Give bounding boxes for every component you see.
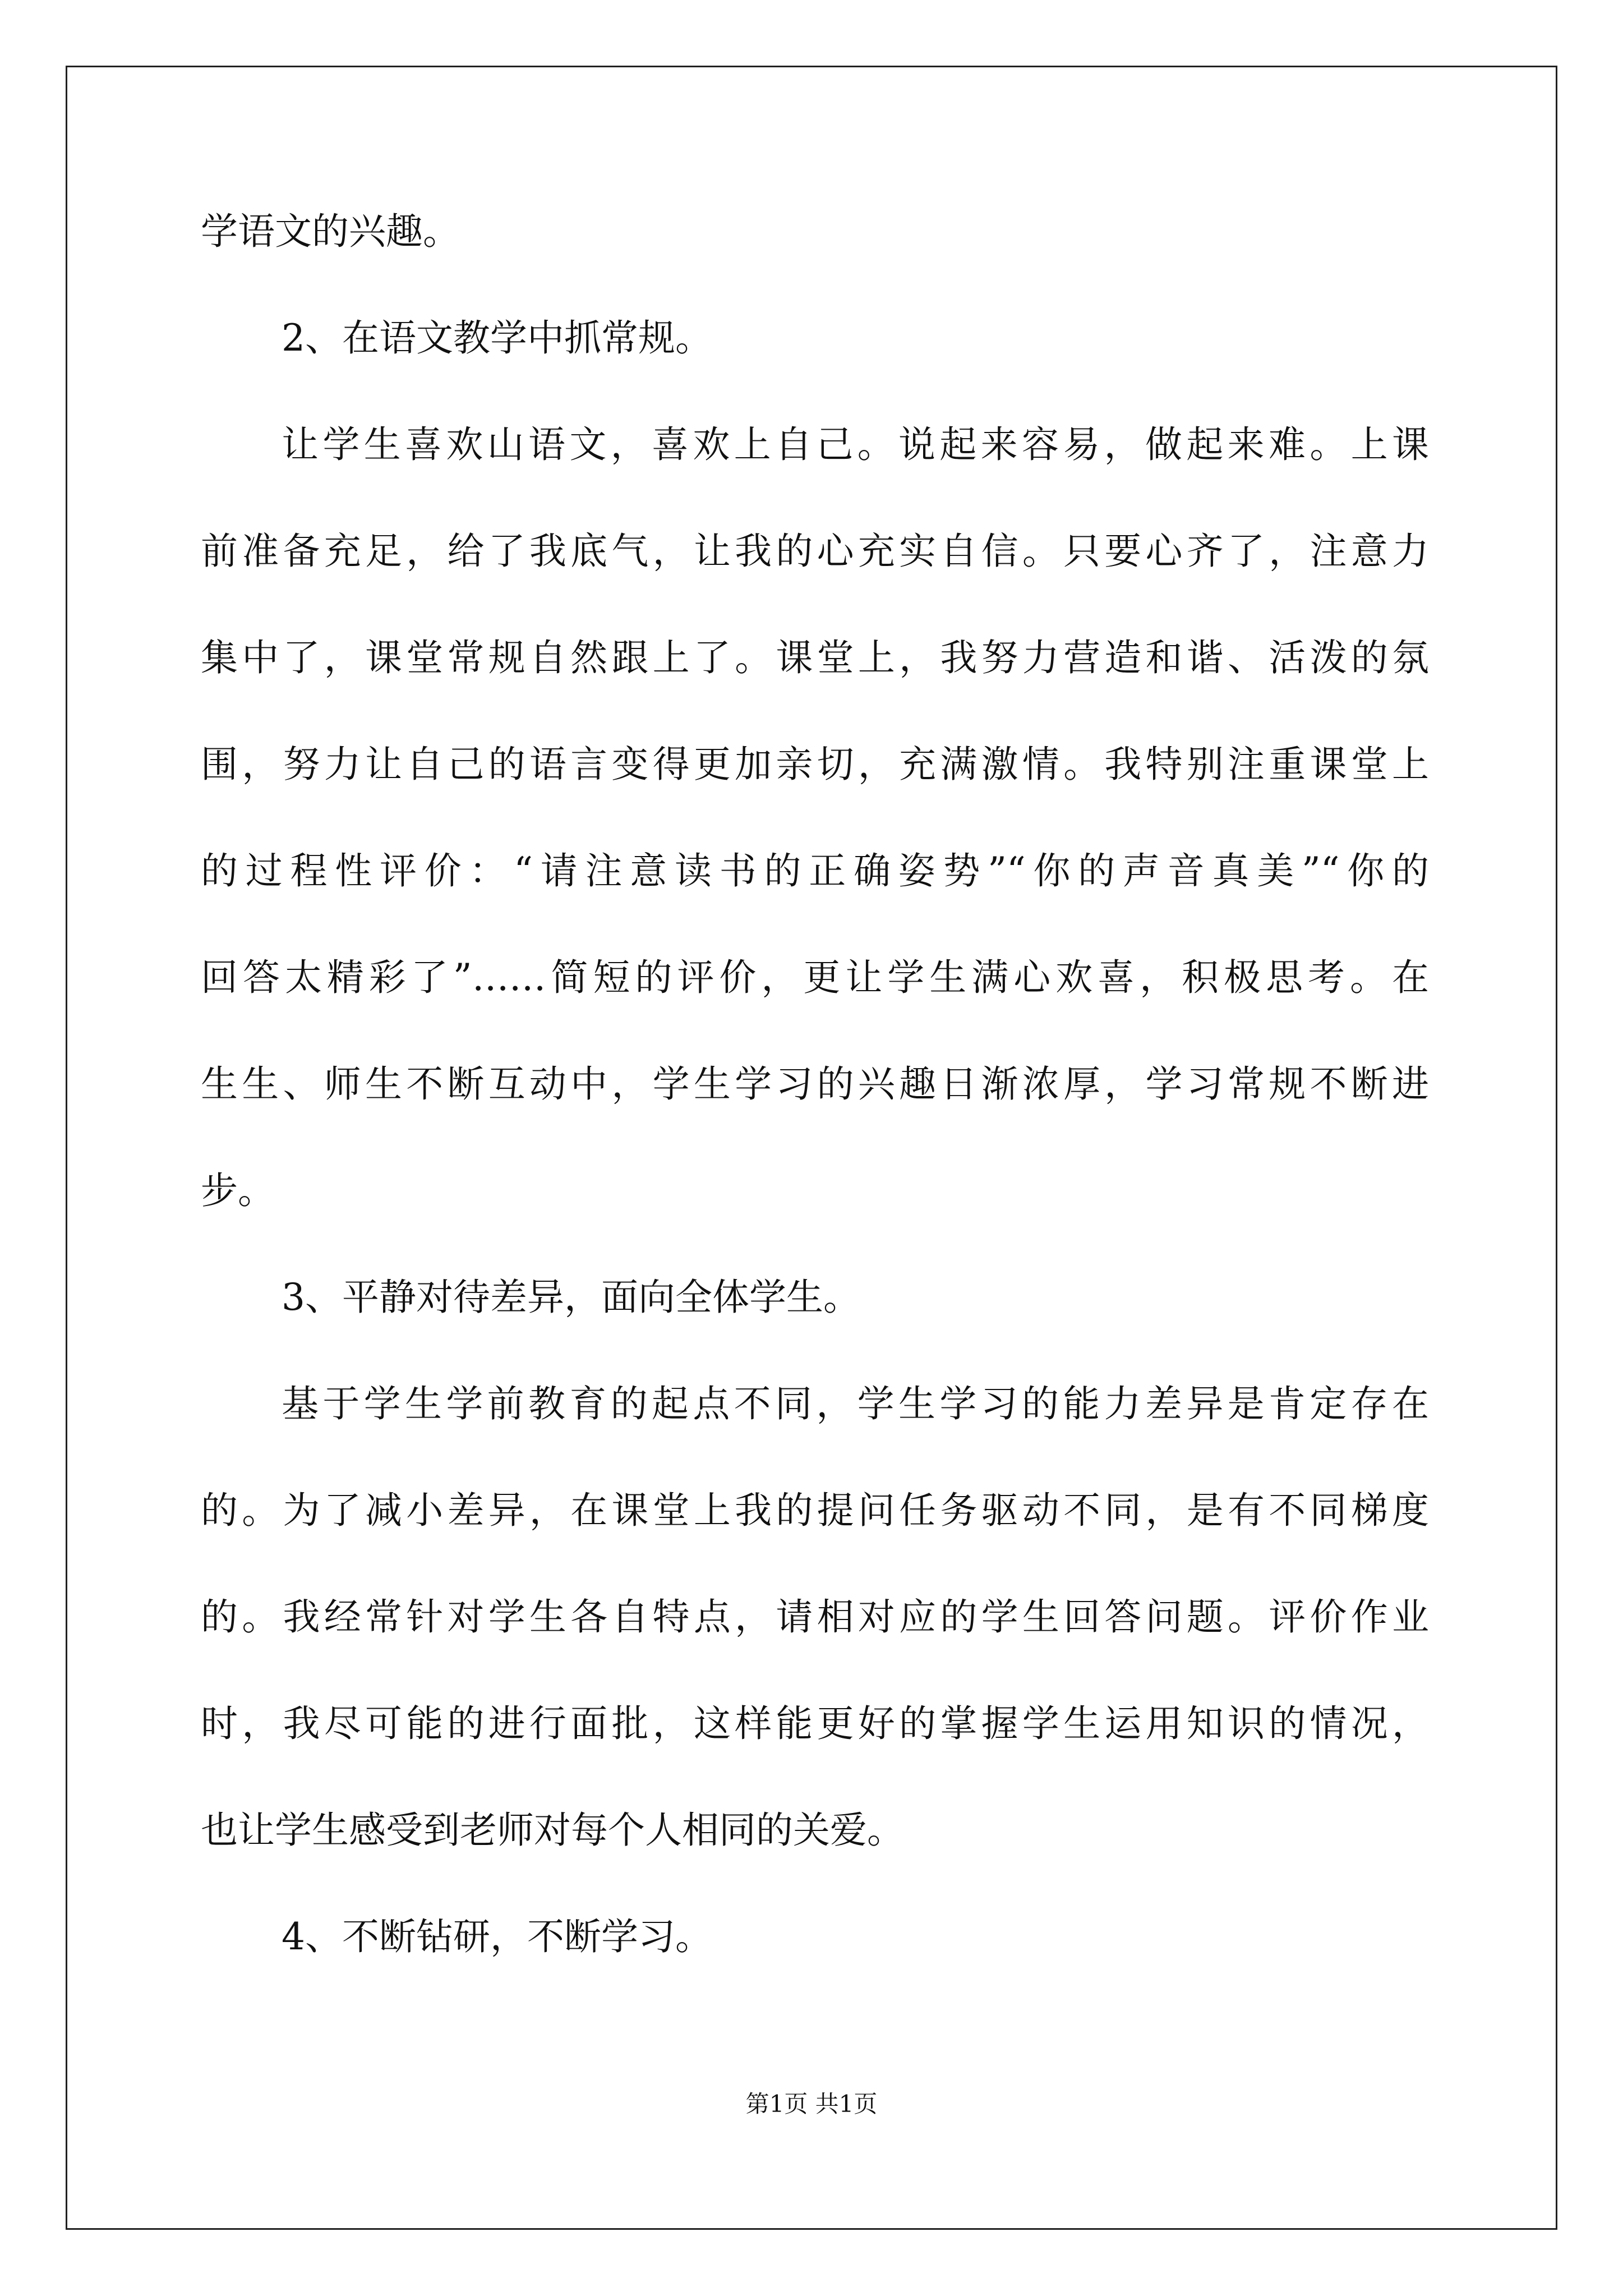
page-footer: 第1页 共1页 <box>745 2090 878 2118</box>
text-line: 基于学生学前教育的起点不同，学生学习的能力差异是肯定存在 <box>282 1382 1429 1425</box>
text-line: 生生、师生不断互动中，学生学习的兴趣日渐浓厚，学习常规不断进 <box>201 1062 1429 1106</box>
text-line: 让学生喜欢山语文，喜欢上自己。说起来容易，做起来难。上课 <box>282 423 1429 466</box>
text-line: 回答太精彩了”……简短的评价，更让学生满心欢喜，积极思考。在 <box>201 956 1429 999</box>
text-line: 前准备充足，给了我底气，让我的心充实自信。只要心齐了，注意力 <box>201 530 1429 573</box>
text-line: 4、不断钻研，不断学习。 <box>282 1915 712 1958</box>
text-line: 集中了，课堂常规自然跟上了。课堂上，我努力营造和谐、活泼的氛 <box>201 636 1429 679</box>
text-line: 步。 <box>201 1169 275 1212</box>
text-line: 学语文的兴趣。 <box>201 210 460 253</box>
document-body <box>201 210 1429 2025</box>
text-line: 3、平静对待差异，面向全体学生。 <box>282 1276 860 1319</box>
text-line: 的过程性评价：“请注意读书的正确姿势”“你的声音真美”“你的 <box>201 849 1429 892</box>
text-line: 也让学生感受到老师对每个人相同的关爱。 <box>201 1809 904 1852</box>
text-line: 2、在语文教学中抓常规。 <box>282 316 712 360</box>
text-line: 围，努力让自己的语言变得更加亲切，充满激情。我特别注重课堂上 <box>201 743 1429 786</box>
text-line: 的。我经常针对学生各自特点，请相对应的学生回答问题。评价作业 <box>201 1595 1429 1639</box>
text-line: 时，我尽可能的进行面批，这样能更好的掌握学生运用知识的情况， <box>201 1702 1429 1745</box>
text-line: 的。为了减小差异，在课堂上我的提问任务驱动不同，是有不同梯度 <box>201 1489 1429 1532</box>
